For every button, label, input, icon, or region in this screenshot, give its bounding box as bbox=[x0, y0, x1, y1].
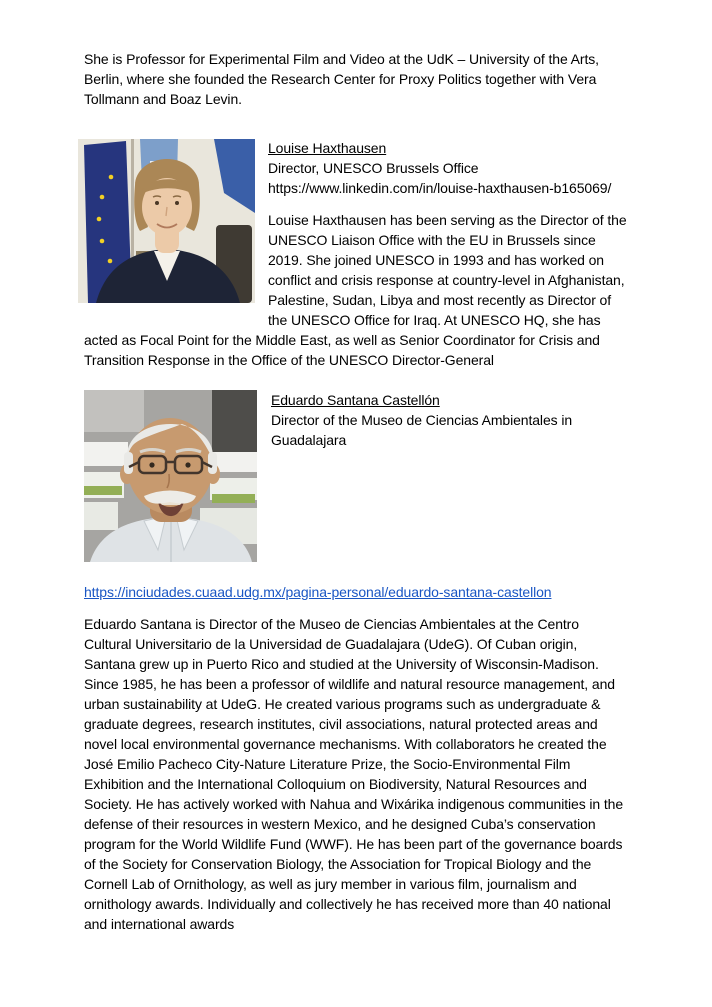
louise-name: Louise Haxthausen bbox=[268, 140, 387, 156]
eduardo-name: Eduardo Santana Castellón bbox=[271, 392, 440, 408]
profile-louise-haxthausen bbox=[84, 138, 628, 370]
eduardo-portrait-image bbox=[84, 390, 257, 562]
eduardo-photo bbox=[84, 390, 257, 562]
louise-portrait-image bbox=[78, 139, 255, 303]
louise-bio: Louise Haxthausen has been serving as the Director of the UNESCO Liaison Office with the EU in Brussels since 2019. She joined UNESCO in 1993 and has worked on conflict and crisis response at country-level in Afghanistan, Palestine, Sudan, Libya and most recently as Director of the UNESCO Office for Iraq. At UNESCO HQ, she has acted as Focal Point for the Middle East, as well as Senior Coordinator for Crisis and Transition Response in the Office of the UNESCO Director-General bbox=[84, 212, 627, 368]
intro-paragraph: She is Professor for Experimental Film and Video at the UdK – University of the Arts, Berlin, where she founded the Research Center for Proxy Politics together with Vera Tollmann and Boaz Levin. bbox=[84, 51, 599, 107]
louise-photo bbox=[78, 139, 255, 303]
profile-eduardo-santana bbox=[84, 390, 628, 934]
louise-title: Director, UNESCO Brussels Office bbox=[268, 160, 479, 176]
louise-linkedin-url: https://www.linkedin.com/in/louise-haxthausen-b165069/ bbox=[268, 180, 612, 196]
eduardo-bio: Eduardo Santana is Director of the Museo de Ciencias Ambientales at the Centro Cultural Universitario de la Universidad de Guadalajara (UdeG). Of Cuban origin, Santana grew up in Puerto Rico and studied at the University of Wisconsin-Madison. Since 1985, he has been a professor of wildlife and natural resource management, and urban sustainability at UdeG. He created various programs such as undergraduate & graduate degrees, research institutes, civil associations, natural protected areas and novel local environmental governance mechanisms. With collaborators he created the José Emilio Pacheco City-Nature Literature Prize, the Socio-Environmental Film Exhibition and the International Colloquium on Biodiversity, Natural Resources and Society. He has actively worked with Nahua and Wixárika indigenous communities in the defense of their resources in western Mexico, and he designed Cuba’s conservation program for the World Wildlife Fund (WWF). He has been part of the governance boards of the Society for Conservation Biology, the Association for Tropical Biology and the Cornell Lab of Ornithology, as well as jury member in various film, journalism and ornithology awards. Individually and collectively he has received more than 40 national and international awards bbox=[84, 616, 624, 932]
eduardo-profile-link[interactable]: https://inciudades.cuaad.udg.mx/pagina-personal/eduardo-santana-castellon bbox=[84, 584, 552, 600]
eduardo-title: Director of the Museo de Ciencias Ambientales in Guadalajara bbox=[271, 412, 573, 448]
